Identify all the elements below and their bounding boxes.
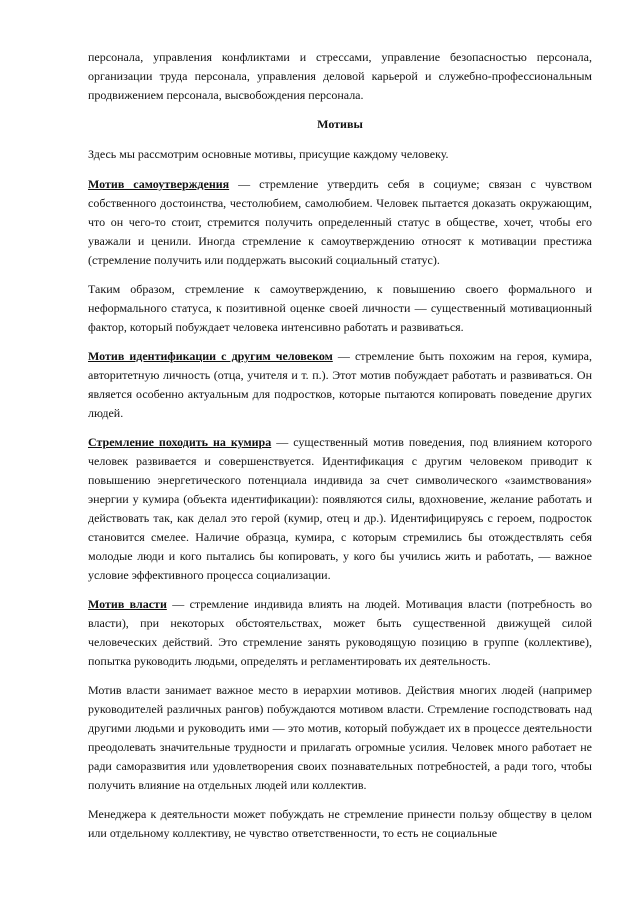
paragraph-text: Мотив власти занимает важное место в иерархии мотивов. Действия многих людей (например руководителей различных рангов) побуждаются мотивом власти. Стремление господствовать над другими людьми и руководить ими — это мотив, который побуждает их в процессе деятельности преодолевать значительные трудности и прилагать огромные усилия. Человек много работает не ради саморазвития или удовлетворения своих познавательных потребностей, а ради того, чтобы получить влияние на отдельных людей или коллектив. [88, 683, 592, 792]
paragraph-text: — стремление индивида влиять на людей. Мотивация власти (потребность во власти), при некоторых обстоятельствах, может быть существенной движущей силой человеческих действий. Это стремление занять руководящую позицию в группе (коллективе), попытка руководить людьми, определять и регламентировать их деятельность. [88, 597, 592, 668]
paragraph-identification [88, 347, 592, 423]
term-idol: Стремление походить на кумира [88, 435, 272, 449]
term-power: Мотив власти [88, 597, 167, 611]
paragraph-text: — существенный мотив поведения, под влиянием которого человек развивается и совершенствуется. Идентификация с другим человеком приводит к повышению энергетического потенциала индивида за счет символического «заимствования» энергии у кумира (объекта идентификации): появляются силы, вдохновение, желание работать и действовать так, как делал это герой (кумир, отец и др.). Идентифицируясь с героем, подросток становится смелее. Наличие образца, кумира, с которым стремились бы отождествлять себя молодые люди и кого пытались бы копировать, у кого бы учились жить и работать, — важное условие эффективного процесса социализации. [88, 435, 592, 582]
term-identification: Мотив идентификации с другим человеком [88, 349, 333, 363]
document-page [88, 48, 592, 849]
paragraph-text: — стремление быть похожим на героя, кумира, авторитетную личность (отца, учителя и т. п.). Этот мотив побуждает работать и развиваться. Он является особенно актуальным для подростков, которые пытаются копировать поведение других людей. [88, 349, 592, 420]
paragraph-status-summary [88, 280, 592, 337]
paragraph-text: Менеджера к деятельности может побуждать не стремление принести пользу обществу в целом или отдельному коллективу, не чувство ответственности, то есть не социальные [88, 807, 592, 839]
intro-paragraph: персонала, управления конфликтами и стрессами, управление безопасностью персонала, организации труда персонала, управления деловой карьерой и служебно-профессиональным продвижением персонала, высвобождения персонала. [88, 50, 592, 102]
section-title: Мотивы [317, 117, 363, 131]
paragraph-text: Таким образом, стремление к самоутверждению, к повышению своего формального и неформального статуса, к позитивной оценке своей личности — существенный мотивационный фактор, который побуждает человека интенсивно работать и развиваться. [88, 282, 592, 334]
paragraph-power-hierarchy [88, 681, 592, 795]
paragraph-power [88, 595, 592, 671]
paragraph-self-affirmation [88, 175, 592, 270]
paragraph-manager [88, 805, 592, 839]
lead-paragraph: Здесь мы рассмотрим основные мотивы, присущие каждому человеку. [88, 147, 449, 161]
paragraph-idol [88, 433, 592, 585]
term-self-affirmation: Мотив самоутверждения [88, 177, 230, 191]
paragraph-text: — стремление утвердить себя в социуме; связан с чувством собственного достоинства, честолюбием, самолюбием. Человек пытается доказать окружающим, что он чего-то стоит, стремится получить определенный статус в обществе, хочет, чтобы его уважали и ценили. Иногда стремление к самоутверждению относят к мотивации престижа (стремление получить или поддержать высокий социальный статус). [88, 177, 593, 267]
